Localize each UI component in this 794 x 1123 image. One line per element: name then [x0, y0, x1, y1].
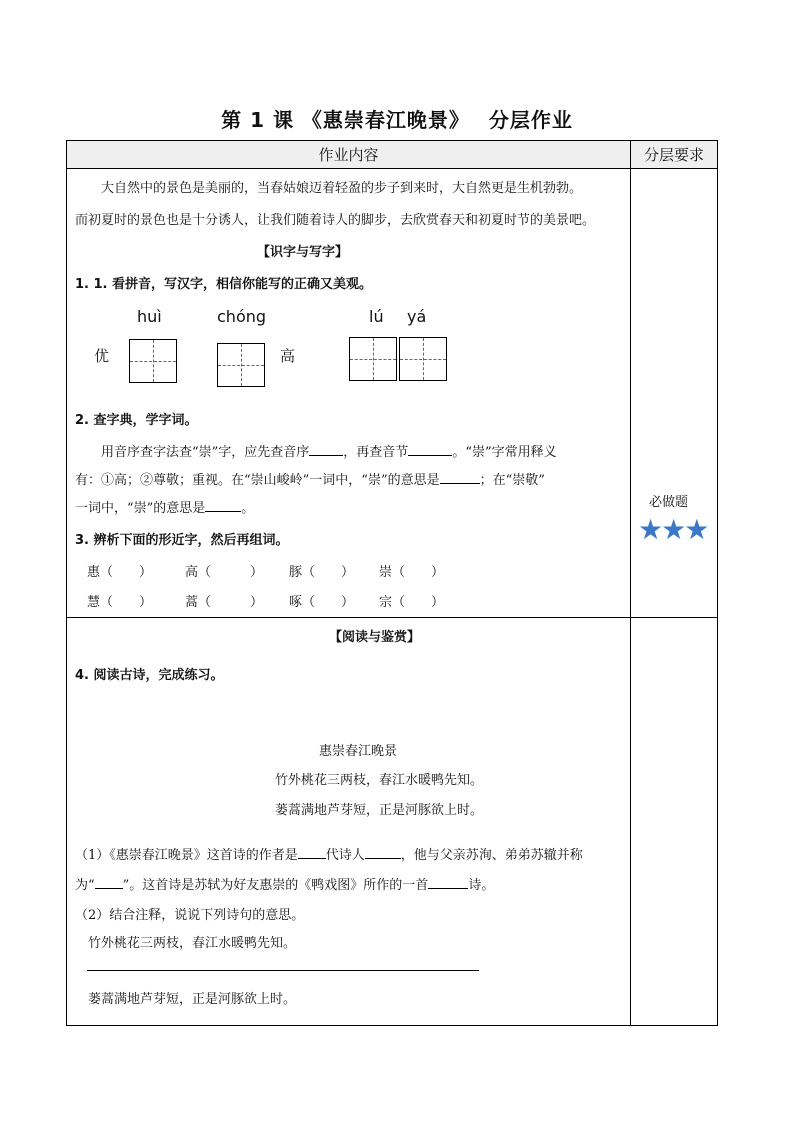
- blank-poet[interactable]: [365, 858, 401, 859]
- s1-text-c: ，他与父亲苏洵、弟弟苏辙并称: [400, 848, 583, 863]
- q2-line-1: [75, 441, 557, 460]
- pinyin-lu: lú: [369, 307, 384, 326]
- q2-text-a: 用音序查字法查“崇”字，应先查音序: [75, 445, 310, 460]
- writing-box-hui[interactable]: [129, 339, 177, 383]
- word-row-2-2: 蒿（ ）: [185, 595, 264, 610]
- writing-box-lu[interactable]: [349, 337, 397, 381]
- three-star-icon: ★★★: [638, 513, 708, 546]
- intro-line-2: 而初夏时的景色也是十分诱人，让我们随着诗人的脚步，去欣赏春天和初夏时节的美景吧。: [75, 213, 596, 228]
- homework-table: [66, 140, 718, 1026]
- level-required-label: 必做题: [649, 495, 689, 510]
- s1-text-d: 为“: [75, 878, 95, 893]
- char-you: 优: [94, 347, 110, 365]
- section-heading-reading: 【阅读与鉴赏】: [329, 630, 421, 645]
- section-row-reading: [67, 618, 718, 1026]
- s1-text-b: 代诗人: [325, 848, 365, 863]
- poem-line-1: 竹外桃花三两枝，春江水暖鸭先知。: [275, 773, 484, 788]
- page-title: 第 1 课 《惠崇春江晚景》 分层作业: [221, 108, 573, 132]
- s1-text-a: （1）《惠崇春江晚景》这首诗的作者是: [75, 848, 298, 863]
- q2-line-3: [75, 497, 254, 516]
- pinyin-ya: yá: [407, 307, 427, 326]
- literacy-content: [67, 169, 631, 618]
- reading-content: [67, 618, 631, 1026]
- s1-text-e: ”。这首诗是苏轼为好友惠崇的《鸭戏图》所作的一首: [122, 878, 429, 893]
- q2-text-f: 一词中，“崇”的意思是: [75, 501, 206, 516]
- sub-question-2-line-1: 竹外桃花三两枝，春江水暖鸭先知。: [75, 936, 297, 951]
- word-row-1-3: 豚（ ）: [289, 565, 355, 580]
- literacy-level: [631, 169, 718, 618]
- sub-question-1-line-2: [75, 874, 494, 893]
- char-gao: 高: [280, 347, 296, 365]
- word-row-1-2: 高（ ）: [185, 565, 264, 580]
- s1-text-f: 诗。: [468, 878, 495, 893]
- writing-box-ya[interactable]: [399, 337, 447, 381]
- question-3: 3. 辨析下面的形近字，然后再组词。: [75, 533, 289, 548]
- blank-meaning-2[interactable]: [205, 511, 241, 512]
- blank-poem-type[interactable]: [428, 888, 468, 889]
- pinyin-chong: chóng: [217, 307, 267, 326]
- header-level: 分层要求: [631, 141, 718, 169]
- word-row-1-4: 崇（ ）: [379, 565, 445, 580]
- poem-title: 惠崇春江晚景: [319, 744, 398, 759]
- q2-text-b: ，再查音节: [343, 445, 409, 460]
- reading-level: [631, 618, 718, 1026]
- blank-yinjie[interactable]: [408, 455, 452, 456]
- sub-question-1-line-1: [75, 844, 583, 863]
- q2-line-2: [75, 469, 545, 488]
- pinyin-hui: huì: [137, 307, 162, 326]
- section-row-literacy: [67, 169, 718, 618]
- intro-line-1: 大自然中的景色是美丽的，当春姑娘迈着轻盈的步子到来时，大自然更是生机勃勃。: [75, 181, 583, 196]
- question-1: 1. 1. 看拼音，写汉字，相信你能写的正确又美观。: [75, 277, 373, 292]
- word-row-1-1: 惠（ ）: [87, 565, 153, 580]
- word-row-2-4: 宗（ ）: [379, 595, 445, 610]
- question-4: 4. 阅读古诗，完成练习。: [75, 668, 224, 683]
- blank-dynasty[interactable]: [298, 858, 326, 859]
- answer-line[interactable]: [87, 970, 479, 971]
- blank-yinxu[interactable]: [309, 455, 343, 456]
- poem-line-2: 蒌蒿满地芦芽短，正是河豚欲上时。: [275, 803, 484, 818]
- q2-text-g: 。: [241, 501, 255, 516]
- q2-text-e: ；在“崇敬”: [479, 473, 545, 488]
- header-content: 作业内容: [67, 141, 631, 169]
- writing-box-chong[interactable]: [217, 343, 265, 387]
- q2-text-c: 。“崇”字常用释义: [452, 445, 557, 460]
- blank-three-su[interactable]: [95, 888, 123, 889]
- word-row-2-1: 慧（ ）: [87, 595, 153, 610]
- word-row-2-3: 啄（ ）: [289, 595, 355, 610]
- section-heading-literacy: 【识字与写字】: [257, 245, 349, 260]
- table-header-row: [67, 141, 718, 169]
- q2-text-d: 有：①高；②尊敬；重视。在“崇山峻岭”一词中，“崇”的意思是: [75, 473, 440, 488]
- sub-question-2-line-2: 蒌蒿满地芦芽短，正是河豚欲上时。: [75, 992, 297, 1007]
- blank-meaning-1[interactable]: [440, 483, 480, 484]
- sub-question-2: （2）结合注释，说说下列诗句的意思。: [75, 908, 305, 923]
- question-2: 2. 查字典，学字词。: [75, 413, 198, 428]
